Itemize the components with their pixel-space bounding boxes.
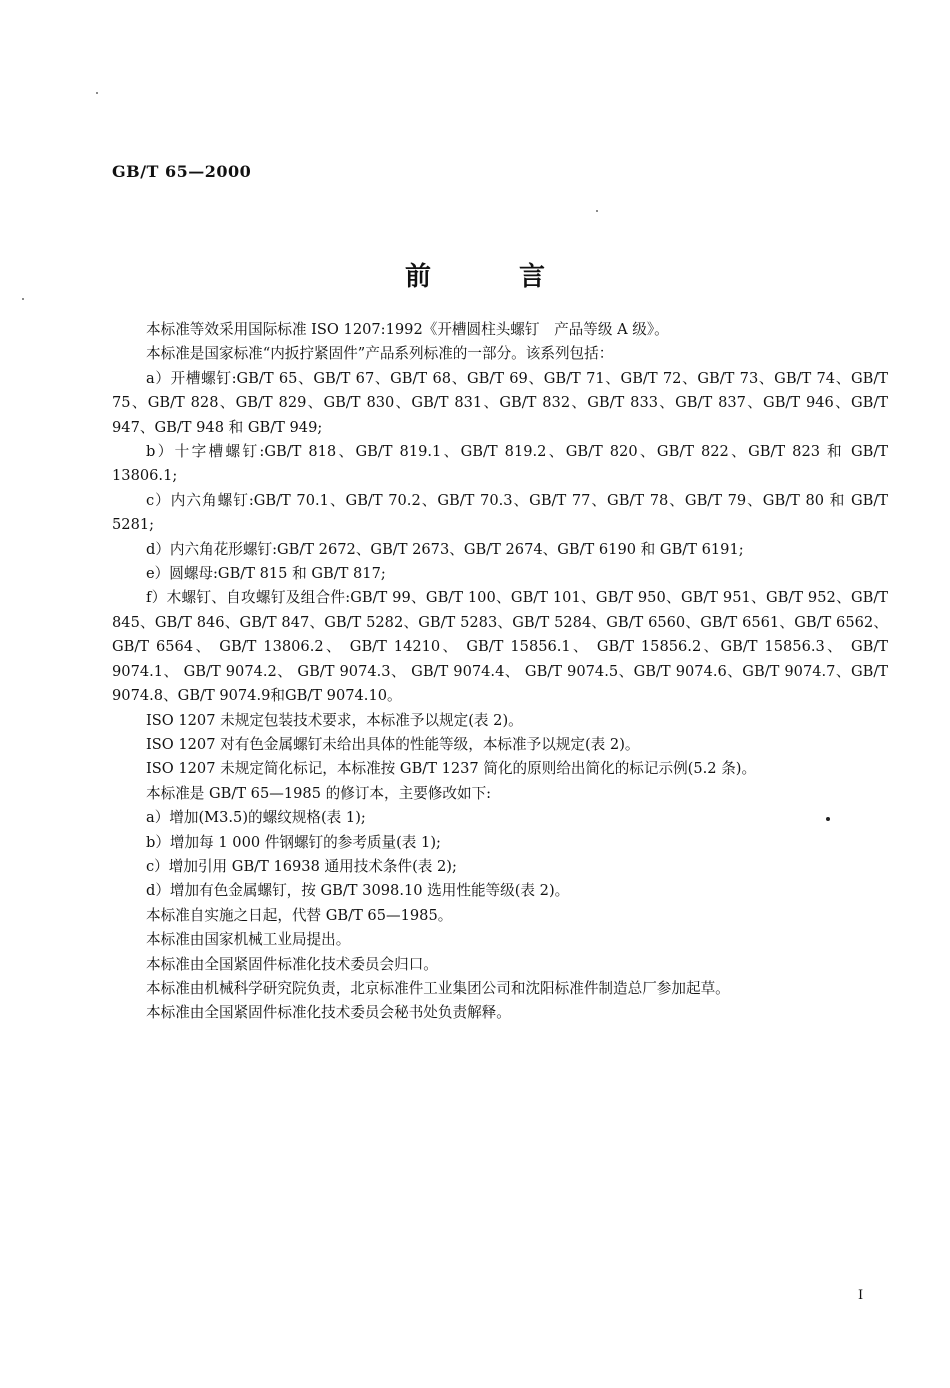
list-item: d）增加有色金属螺钉，按 GB/T 3098.10 选用性能等级(表 2)。 <box>146 882 570 900</box>
foreword-body <box>112 318 888 1026</box>
paragraph: ISO 1207 未规定包装技术要求，本标准予以规定(表 2)。 <box>146 711 523 729</box>
paragraph: ISO 1207 对有色金属螺钉未给出具体的性能等级，本标准予以规定(表 2)。 <box>146 735 640 753</box>
list-item: b）增加每 1 000 件钢螺钉的参考质量(表 1); <box>146 833 441 851</box>
paragraph: ISO 1207 未规定简化标记，本标准按 GB/T 1237 简化的原则给出简化的标记示例(5.2 条)。 <box>146 760 757 778</box>
paragraph: 本标准是 GB/T 65—1985 的修订本，主要修改如下: <box>146 784 492 802</box>
scan-speck <box>596 210 598 212</box>
paragraph: 本标准由国家机械工业局提出。 <box>146 931 351 949</box>
list-item: f）木螺钉、自攻螺钉及组合件:GB/T 99、GB/T 100、GB/T 101、GB/T 950、GB/T 951、GB/T 952、GB/T 845、GB/T 846、GB/T 847、GB/T 5282、GB/T 5283、GB/T 5284、GB/T 6560、GB/T 6561、GB/T 6562、 GB/T 6564、 GB/T 13806.2、 GB/T 14210、 GB/T 15856.1、 GB/T 15856.2、GB/T 15856.3、 GB/T 9074.1、 GB/T 9074.2、 GB/T 9074.3、 GB/T 9074.4、 GB/T 9074.5、GB/T 9074.6、GB/T 9074.7、GB/T 9074.8、GB/T 9074.9和GB/T 9074.10。 <box>112 589 888 705</box>
scan-speck <box>22 298 24 300</box>
paragraph: 本标准自实施之日起，代替 GB/T 65—1985。 <box>146 906 453 924</box>
scan-speck <box>826 817 830 821</box>
paragraph: 本标准等效采用国际标准 ISO 1207:1992《开槽圆柱头螺钉 产品等级 A 级》。 <box>146 321 669 338</box>
paragraph: 本标准由全国紧固件标准化技术委员会归口。 <box>146 955 438 973</box>
list-item: c）内六角螺钉:GB/T 70.1、GB/T 70.2、GB/T 70.3、GB/T 77、GB/T 78、GB/T 79、GB/T 80 和 GB/T 5281; <box>112 491 888 534</box>
list-item: e）圆螺母:GB/T 815 和 GB/T 817; <box>146 565 386 583</box>
page-title: 前言 <box>404 262 633 292</box>
list-item: a）增加(M3.5)的螺纹规格(表 1); <box>146 809 366 827</box>
list-item: b）十字槽螺钉:GB/T 818、GB/T 819.1、GB/T 819.2、GB/T 820、GB/T 822、GB/T 823 和 GB/T 13806.1; <box>112 443 888 485</box>
scan-speck <box>96 92 98 94</box>
list-item: d）内六角花形螺钉:GB/T 2672、GB/T 2673、GB/T 2674、GB/T 6190 和 GB/T 6191; <box>146 540 744 558</box>
standard-code: GB/T 65—2000 <box>112 162 252 181</box>
page-number: I <box>858 1288 864 1303</box>
paragraph: 本标准是国家标准“内扳拧紧固件”产品系列标准的一部分。该系列包括： <box>146 345 614 363</box>
paragraph: 本标准由机械科学研究院负责，北京标准件工业集团公司和沈阳标准件制造总厂参加起草。 <box>146 979 730 997</box>
list-item: c）增加引用 GB/T 16938 通用技术条件(表 2); <box>146 857 457 875</box>
list-item: a）开槽螺钉:GB/T 65、GB/T 67、GB/T 68、GB/T 69、GB/T 71、GB/T 72、GB/T 73、GB/T 74、GB/T 75、GB/T 828、GB/T 829、GB/T 830、GB/T 831、GB/T 832、GB/T 833、GB/T 837、GB/T 946、GB/T 947、GB/T 948 和 GB/T 949; <box>112 369 888 436</box>
paragraph: 本标准由全国紧固件标准化技术委员会秘书处负责解释。 <box>146 1004 511 1022</box>
